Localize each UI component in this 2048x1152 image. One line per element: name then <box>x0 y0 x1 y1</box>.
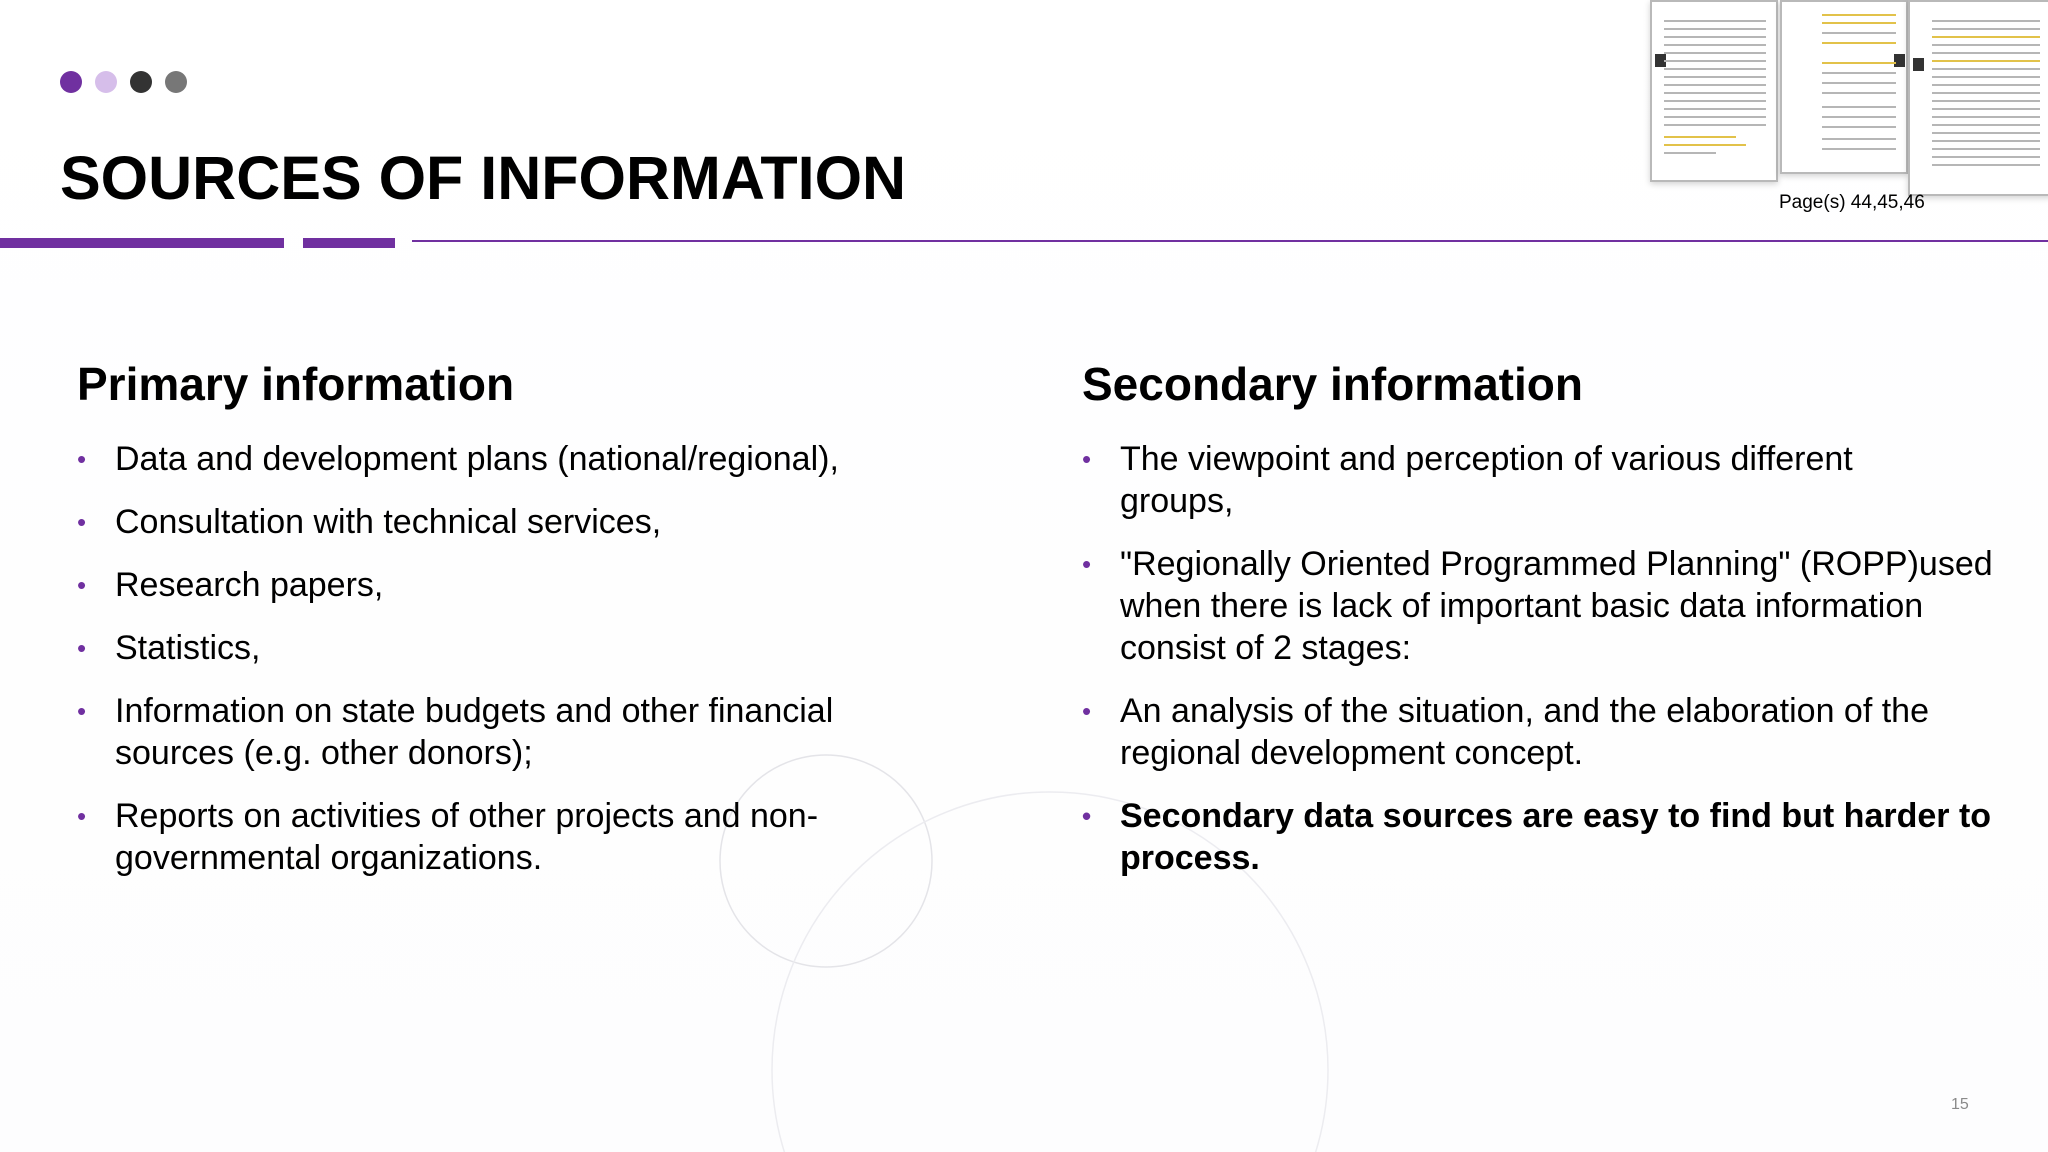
bullet-icon: • <box>77 801 87 831</box>
page-reference: Page(s) 44,45,46 <box>1779 192 1925 213</box>
list-item <box>1082 690 2020 774</box>
primary-information-list <box>77 438 977 879</box>
list-item <box>77 438 977 480</box>
dot-dark <box>130 71 152 93</box>
slide-title: SOURCES OF INFORMATION <box>60 144 907 212</box>
list-item-text: An analysis of the situation, and the elaboration of the regional development concept. <box>1120 692 1929 772</box>
list-item-text: Statistics, <box>115 629 261 667</box>
list-item <box>77 501 977 543</box>
slide-dots <box>60 71 187 93</box>
bullet-icon: • <box>77 507 87 537</box>
list-item-text: "Regionally Oriented Programmed Planning" (ROPP)used when there is lack of important basic data information consist of 2 stages: <box>1120 545 1993 667</box>
bullet-icon: • <box>1082 696 1092 726</box>
list-item-text: Reports on activities of other projects and non-governmental organizations. <box>115 797 819 877</box>
dot-accent <box>60 71 82 93</box>
bullet-icon: • <box>1082 801 1092 831</box>
slide-number: 15 <box>1951 1096 1969 1113</box>
list-item <box>1082 438 1960 522</box>
primary-information-column <box>77 352 977 900</box>
page-thumbnail-46 <box>1908 0 2048 196</box>
page-thumbnail-45 <box>1780 0 1908 174</box>
page-thumbnails <box>1648 0 2048 196</box>
list-item-text: Information on state budgets and other financial sources (e.g. other donors); <box>115 692 834 772</box>
list-item <box>77 795 935 879</box>
list-item <box>1082 543 2010 669</box>
list-item-text: Research papers, <box>115 566 384 604</box>
secondary-information-list <box>1082 438 2002 879</box>
bullet-icon: • <box>1082 549 1092 579</box>
list-item-text: Data and development plans (national/regional), <box>115 440 839 478</box>
dot-accent-light <box>95 71 117 93</box>
list-item-text: Secondary data sources are easy to find but harder to process. <box>1120 797 1992 877</box>
secondary-information-heading: Secondary information <box>1082 358 1583 410</box>
bullet-icon: • <box>77 570 87 600</box>
bullet-icon: • <box>1082 444 1092 474</box>
bullet-icon: • <box>77 633 87 663</box>
list-item <box>77 627 977 669</box>
primary-information-heading: Primary information <box>77 358 515 410</box>
title-rule-line <box>412 240 2048 242</box>
title-underline-bar <box>0 238 284 248</box>
secondary-information-column <box>1082 352 2002 900</box>
list-item-text: The viewpoint and perception of various different groups, <box>1120 440 1853 520</box>
list-item-emphasis <box>1082 795 2020 879</box>
bullet-icon: • <box>77 444 87 474</box>
title-underline-bar-short <box>303 238 395 248</box>
list-item <box>77 690 955 774</box>
list-item <box>77 564 977 606</box>
bullet-icon: • <box>77 696 87 726</box>
list-item-text: Consultation with technical services, <box>115 503 662 541</box>
dot-grey <box>165 71 187 93</box>
page-thumbnail-44 <box>1650 0 1778 182</box>
